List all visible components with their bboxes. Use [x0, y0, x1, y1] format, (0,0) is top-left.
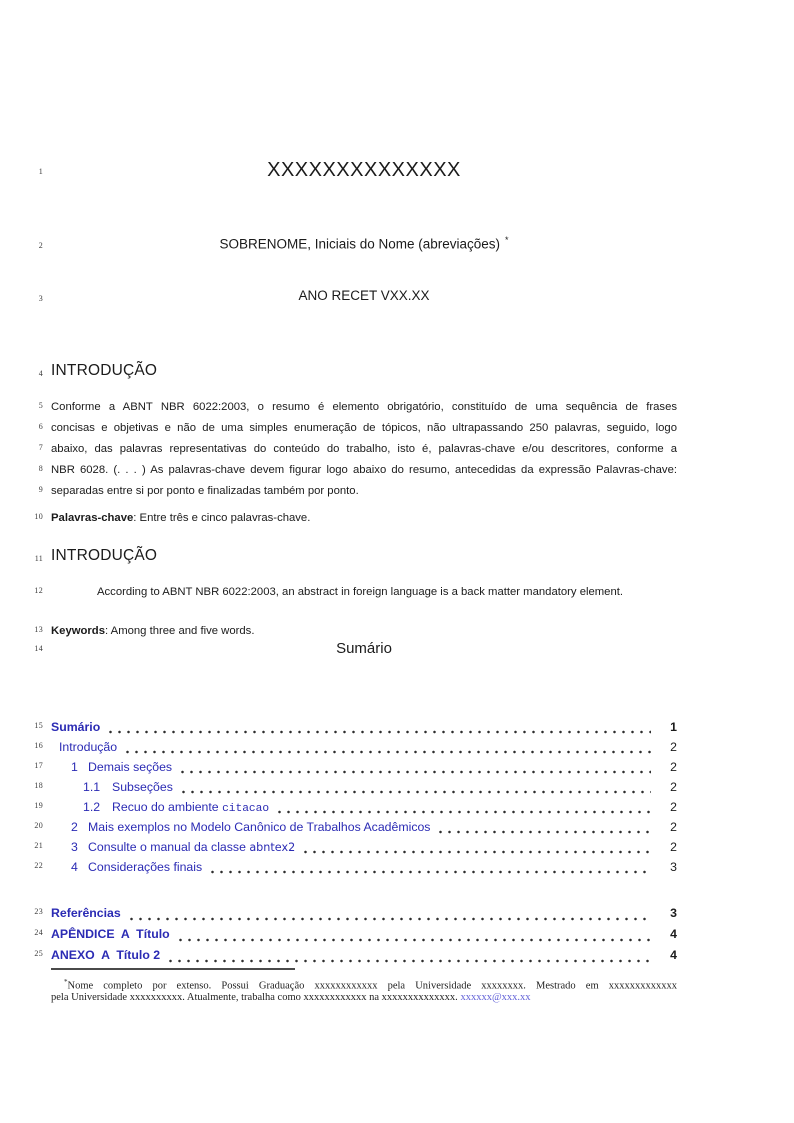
line-number: 24 — [34, 928, 43, 937]
toc-entry[interactable] — [51, 945, 677, 966]
toc-entry[interactable] — [51, 737, 677, 757]
toc-entry-label: Consulte o manual da classe abntex2 — [88, 840, 296, 854]
keywords-line-pt — [51, 508, 677, 529]
toc-page-number: 3 — [670, 860, 677, 874]
paragraph-line: abaixo, das palavras representativas do conteúdo do trabalho, isto é, palavras-chave e/ou descritores, conforme a — [51, 443, 677, 455]
toc-dot-leader — [301, 850, 651, 854]
toc-entry-label: Referências — [51, 906, 121, 920]
line-number: 12 — [34, 586, 43, 595]
line-number: 13 — [34, 625, 43, 634]
line-number: 10 — [34, 512, 43, 521]
footnote-line-2: pela Universidade xxxxxxxxxx. Atualmente, trabalha como xxxxxxxxxxxx na xxxxxxxxxxxxxx. xxxxxx@xxx.xx — [51, 992, 531, 1003]
toc-entry[interactable] — [51, 857, 677, 877]
toc-entry[interactable] — [51, 797, 677, 817]
toc-dot-leader — [208, 870, 651, 874]
line-number: 1 — [38, 167, 43, 176]
toc-page-number: 2 — [670, 820, 677, 834]
paragraph-line: concisas e objetivas e não de uma simples enumeração de tópicos, não ultrapassando 250 palavras, seguido, logo — [51, 422, 677, 434]
footnote-marker: * — [64, 978, 68, 986]
toc-entry[interactable] — [51, 777, 677, 797]
paragraph-line: Conforme a ABNT NBR 6022:2003, o resumo é elemento obrigatório, constituído de uma sequência de frases — [51, 401, 677, 413]
toc-entry[interactable] — [51, 903, 677, 924]
line-number: 23 — [34, 907, 43, 916]
line-number: 22 — [34, 861, 43, 870]
year-line: ANO RECET VXX.XX — [298, 288, 430, 303]
toc-entry[interactable] — [51, 757, 677, 777]
line-number: 3 — [38, 294, 43, 303]
line-number: 5 — [38, 401, 43, 410]
toc-dot-leader — [275, 810, 651, 814]
line-number: 14 — [34, 644, 43, 653]
toc-dot-leader — [106, 730, 651, 734]
toc-dot-leader — [176, 938, 651, 942]
keywords-label: Keywords — [51, 625, 105, 637]
keywords-line-en — [51, 621, 677, 642]
line-number: 8 — [38, 464, 43, 473]
toc-page-number: 2 — [670, 840, 677, 854]
toc-entry-label: Subseções — [112, 780, 173, 794]
toc-page-number: 2 — [670, 740, 677, 754]
toc-page-number: 1 — [670, 720, 677, 734]
author-name: SOBRENOME, Iniciais do Nome (abreviações) — [219, 236, 501, 252]
toc-page-number: 2 — [670, 780, 677, 794]
toc-entry[interactable] — [51, 717, 677, 737]
toc-section-number: 4 — [71, 860, 78, 874]
toc-section-number: 3 — [71, 840, 78, 854]
toc-entry-label: Considerações finais — [88, 860, 203, 874]
toc-page-number: 2 — [670, 800, 677, 814]
paragraph-line: separadas entre si por ponto e finalizadas também por ponto. — [51, 485, 359, 497]
resumo-paragraph — [51, 397, 677, 502]
line-number: 17 — [34, 761, 43, 770]
toc-entry-label: Sumário — [51, 720, 101, 734]
toc-dot-leader — [127, 917, 651, 921]
document-title: XXXXXXXXXXXXXX — [267, 159, 461, 181]
footnote-rule — [51, 968, 295, 970]
toc-entry-label: Demais seções — [88, 760, 173, 774]
toc-entry-label: Mais exemplos no Modelo Canônico de Trabalhos Acadêmicos — [88, 820, 431, 834]
toc-section-number: 1.1 — [83, 780, 101, 794]
line-number: 15 — [34, 721, 43, 730]
toc-entry-label: Introdução — [59, 740, 118, 754]
toc-page-number: 4 — [670, 927, 677, 941]
line-number: 2 — [38, 241, 43, 250]
toc-heading: Sumário — [336, 640, 392, 657]
line-number: 20 — [34, 821, 43, 830]
section-heading-resumo: INTRODUÇÃO — [51, 362, 158, 379]
toc-section-number: 2 — [71, 820, 78, 834]
toc-entry-classname: abntex2 — [249, 841, 296, 854]
toc-entry[interactable] — [51, 817, 677, 837]
toc-page-number: 3 — [670, 906, 677, 920]
keywords-text: : Among three and five words. — [105, 625, 255, 637]
toc-section-number: 1.2 — [83, 800, 101, 814]
toc-dot-leader — [436, 830, 651, 834]
line-number: 16 — [34, 741, 43, 750]
toc-page-number: 2 — [670, 760, 677, 774]
footnote-line-1: *Nome completo por extenso. Possui Graduação xxxxxxxxxxxx pela Universidade xxxxxxxx. Mestrado em xxxxxxxxxxxxx — [64, 978, 677, 992]
keywords-text: : Entre três e cinco palavras-chave. — [133, 512, 311, 524]
toc-page-number: 4 — [670, 948, 677, 962]
toc-entry-label: ANEXO A Título 2 — [51, 948, 161, 962]
author-line — [51, 235, 677, 252]
line-number: 9 — [38, 485, 43, 494]
line-number: 25 — [34, 949, 43, 958]
email-link[interactable]: xxxxxx@xxx.xx — [460, 992, 531, 1003]
toc-entry[interactable] — [51, 924, 677, 945]
line-number: 19 — [34, 801, 43, 810]
toc-section-number: 1 — [71, 760, 78, 774]
toc-dot-leader — [178, 770, 651, 774]
toc-main-list — [51, 717, 677, 877]
toc-entry-code: citacao — [222, 803, 270, 815]
toc-dot-leader — [166, 959, 651, 963]
line-number: 21 — [34, 841, 43, 850]
line-number: 4 — [38, 369, 43, 378]
footnote-marker: * — [505, 235, 509, 245]
toc-dot-leader — [123, 750, 651, 754]
toc-backmatter-list — [51, 903, 677, 966]
section-heading-abstract: INTRODUÇÃO — [51, 547, 158, 564]
toc-entry[interactable] — [51, 837, 677, 857]
keywords-label: Palavras-chave — [51, 512, 134, 524]
abstract-paragraph: According to ABNT NBR 6022:2003, an abstract in foreign language is a back matter mandatory element. — [97, 586, 624, 598]
toc-dot-leader — [179, 790, 651, 794]
paragraph-line: NBR 6028. (. . . ) As palavras-chave devem figurar logo abaixo do resumo, antecedidas da expressão Palavras-chave: — [51, 464, 677, 476]
line-number: 11 — [34, 554, 43, 563]
line-number: 18 — [34, 781, 43, 790]
line-number: 7 — [38, 443, 43, 452]
toc-entry-label: APÊNDICE A Título — [51, 927, 170, 941]
toc-entry-label: Recuo do ambiente citacao — [112, 800, 270, 815]
line-number: 6 — [38, 422, 43, 431]
